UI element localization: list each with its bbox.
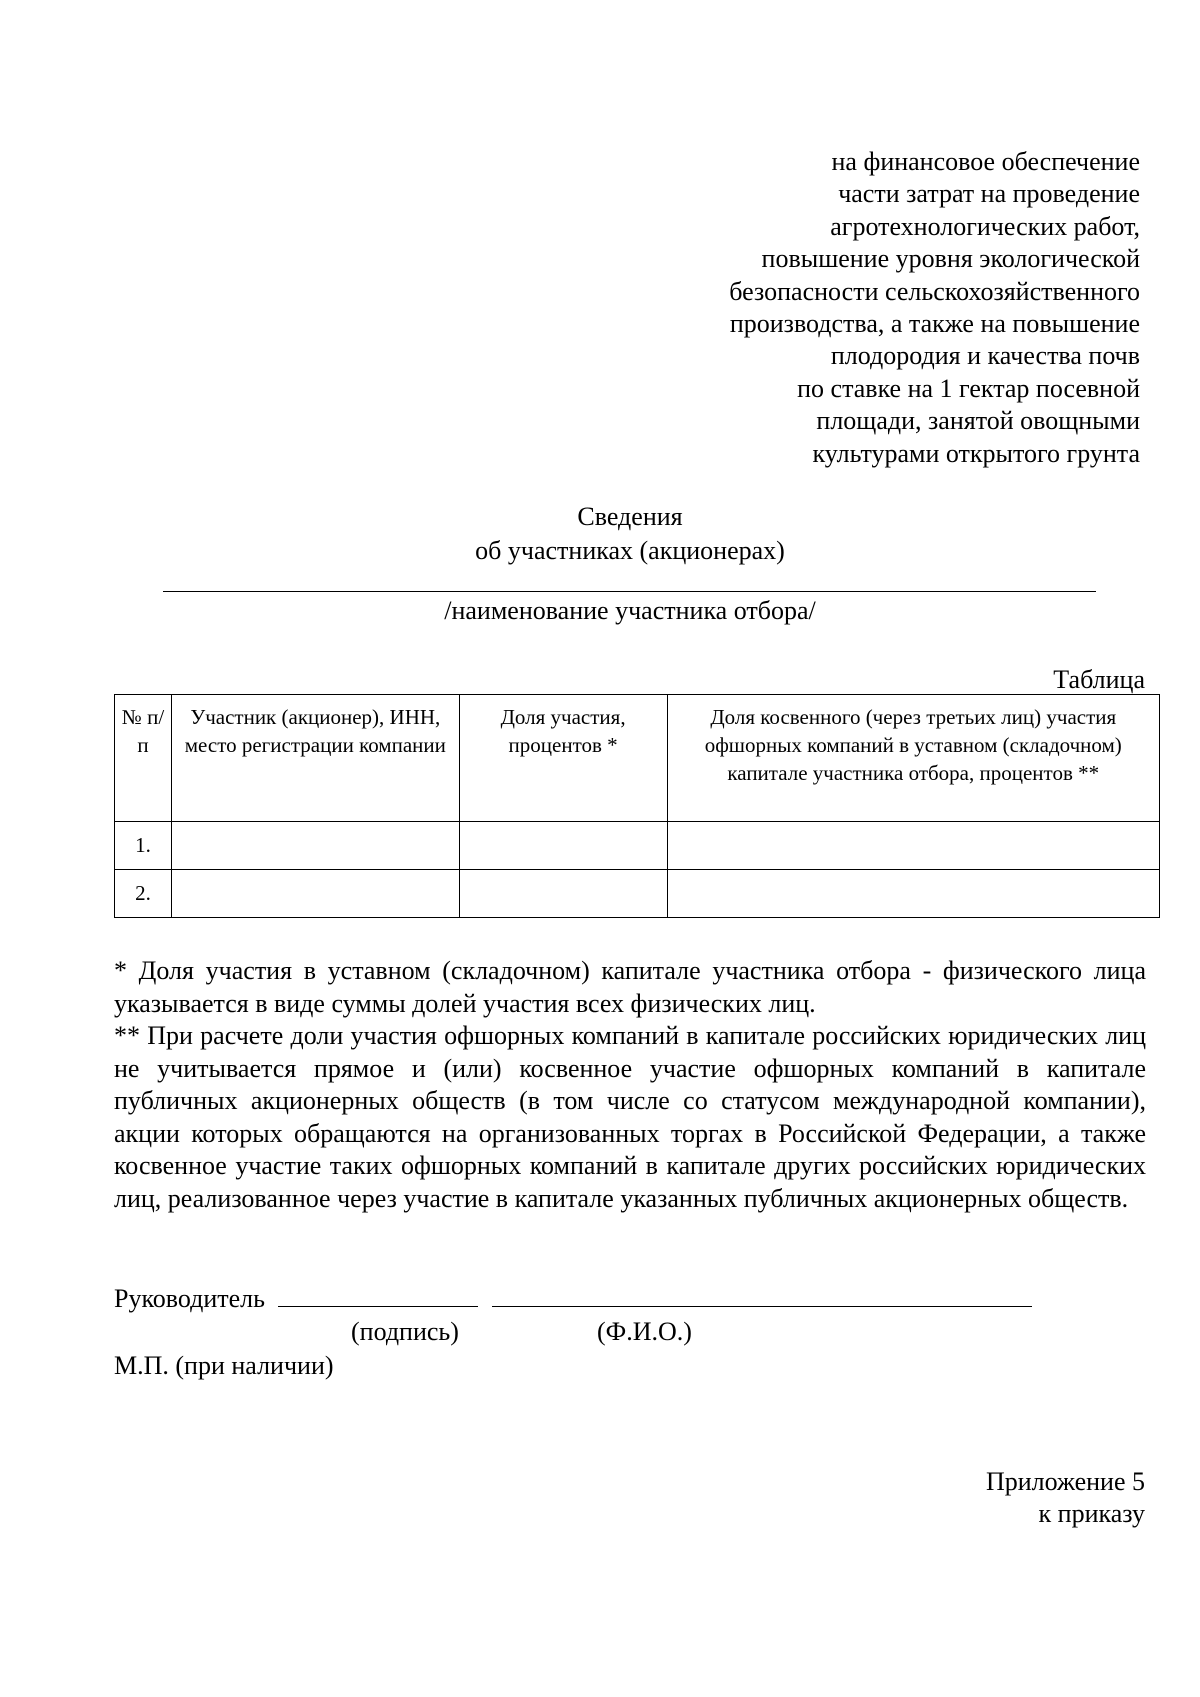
participant-name-line <box>163 591 1096 592</box>
header-line: агротехнологических работ, <box>830 211 1140 241</box>
row-number: 1. <box>115 822 172 870</box>
header-offshore-share: Доля косвенного (через третьих лиц) участия офшорных компаний в уставном (складочном) капитале участника отбора, процентов ** <box>667 695 1159 822</box>
header-line: производства, а также на повышение <box>729 309 1140 339</box>
signature-line <box>278 1280 478 1307</box>
table-row <box>115 822 1160 870</box>
header-line: площади, занятой овощными <box>816 406 1140 436</box>
head-label: Руководитель <box>114 1284 265 1313</box>
title-line-1: Сведения <box>577 502 683 531</box>
header-line: повышение уровня экологической <box>761 244 1140 274</box>
full-name-line <box>492 1280 1032 1307</box>
document-title <box>0 500 1200 568</box>
table-label: Таблица <box>1053 665 1145 694</box>
stamp-label: М.П. (при наличии) <box>114 1351 334 1380</box>
cell-share <box>459 870 667 918</box>
signature-caption: (подпись) <box>351 1317 459 1346</box>
header-block <box>500 146 1140 470</box>
header-line: по ставке на 1 гектар посевной <box>797 373 1140 403</box>
cell-share <box>459 822 667 870</box>
header-participant: Участник (акционер), ИНН, место регистрации компании <box>171 695 459 822</box>
signature-block <box>114 1280 1114 1382</box>
appendix-reference <box>986 1466 1145 1530</box>
table-header-row <box>115 695 1160 822</box>
row-number: 2. <box>115 870 172 918</box>
signature-captions <box>114 1316 1114 1350</box>
header-share: Доля участия, процентов * <box>459 695 667 822</box>
appendix-line-2: к приказу <box>1038 1499 1145 1528</box>
signature-row <box>114 1280 1114 1316</box>
header-line: на финансовое обеспечение <box>831 147 1140 176</box>
header-number: № п/п <box>115 695 172 822</box>
cell-offshore-share <box>667 822 1159 870</box>
table-row <box>115 870 1160 918</box>
participants-table <box>114 694 1160 918</box>
title-line-2: об участниках (акционерах) <box>475 536 785 565</box>
header-line: безопасности сельскохозяйственного <box>729 276 1140 306</box>
cell-participant <box>171 822 459 870</box>
appendix-line-1: Приложение 5 <box>985 1467 1145 1496</box>
footnote-2: ** При расчете доли участия офшорных компаний в капитале российских юридических лиц не учитывается прямое и (или) косвенное участие офшорных компаний в капитале публичных акционерных обществ (в том числе со статусом международной компании), акции которых обращаются на организованных торгах в Российской Федерации, а также косвенное участие таких офшорных компаний в капитале других российских юридических лиц, реализованное через участие в капитале указанных публичных акционерных обществ. <box>114 1021 1146 1213</box>
header-line: плодородия и качества почв <box>830 341 1140 371</box>
header-line: культурами открытого грунта <box>812 438 1140 468</box>
participant-name-caption: /наименование участника отбора/ <box>444 596 816 625</box>
footnote-1: * Доля участия в уставном (складочном) капитале участника отбора - физического лица указывается в виде суммы долей участия всех физических лиц. <box>114 956 1146 1018</box>
footnotes <box>114 955 1146 1215</box>
cell-participant <box>171 870 459 918</box>
cell-offshore-share <box>667 870 1159 918</box>
name-caption: (Ф.И.О.) <box>597 1317 692 1346</box>
header-line: части затрат на проведение <box>838 179 1140 209</box>
